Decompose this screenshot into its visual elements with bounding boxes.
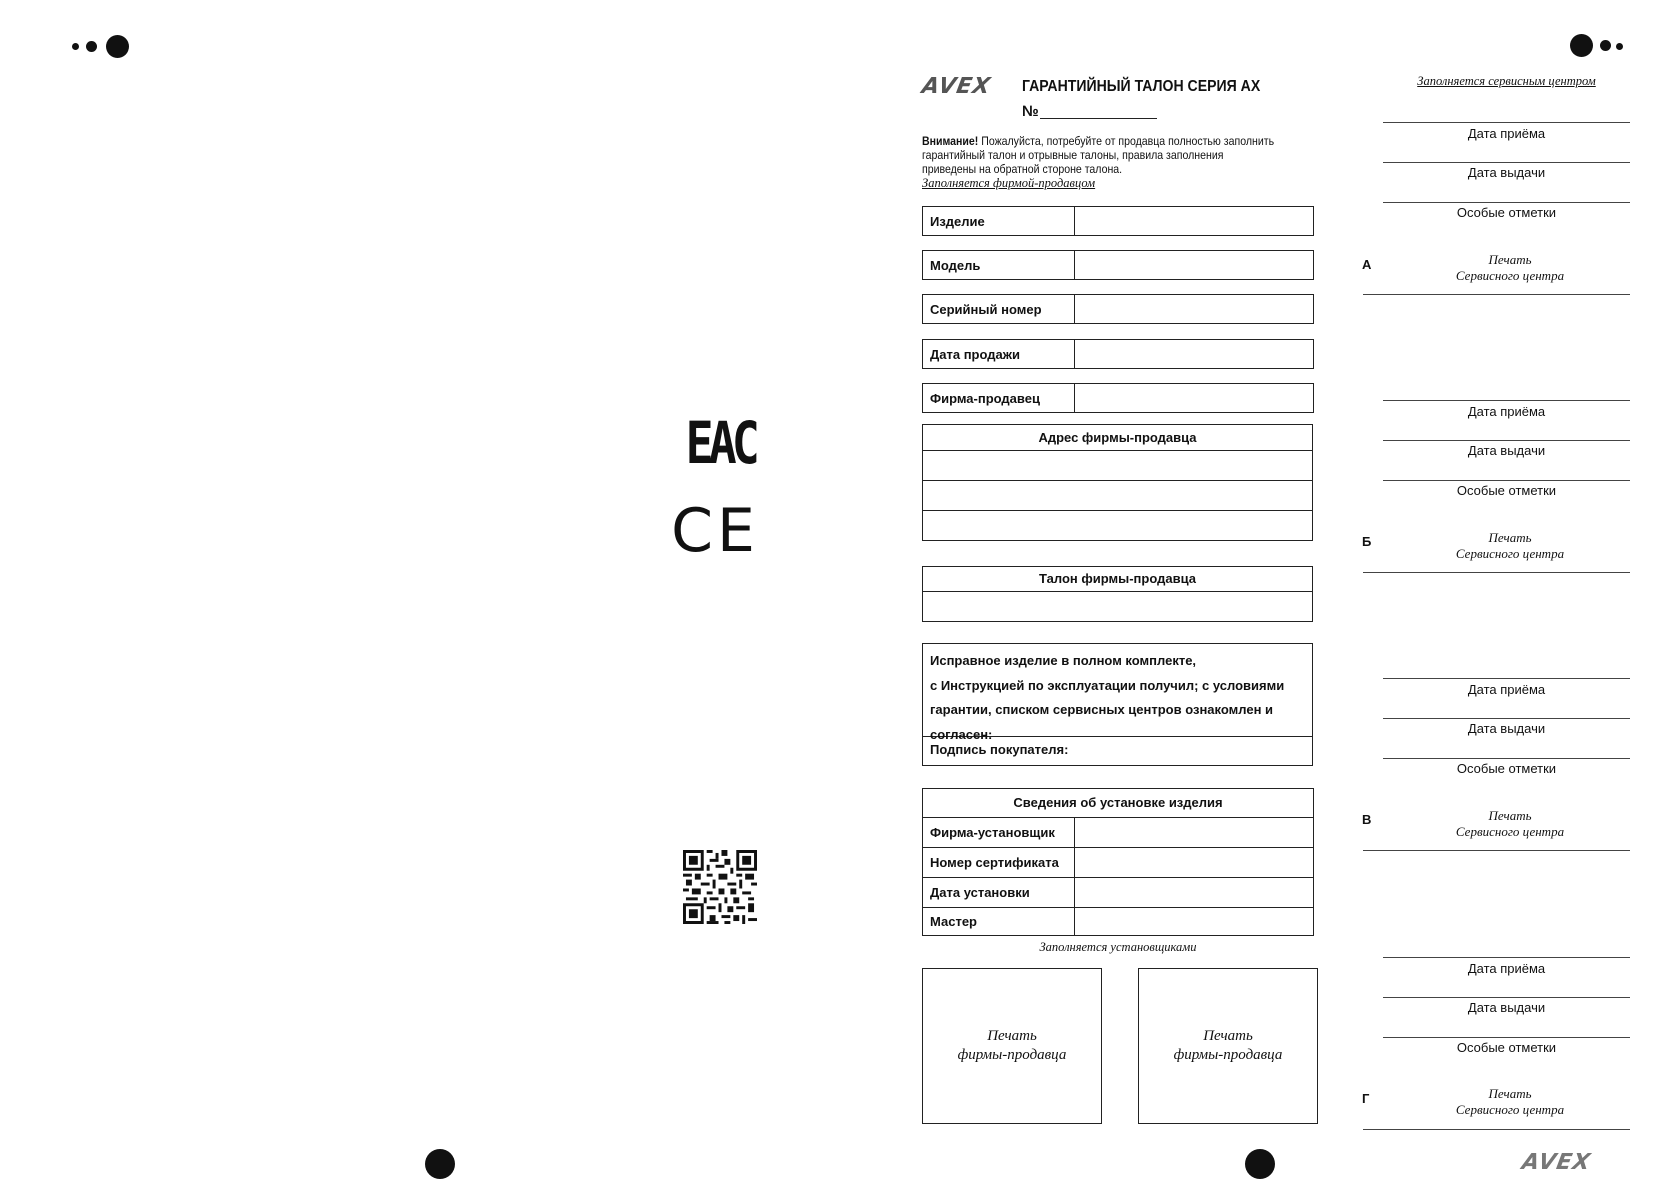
field-label: Модель <box>923 251 1075 279</box>
coupon-notes-label: Особые отметки <box>1456 1040 1557 1055</box>
coupon-stamp-line-2: Сервисного центра <box>1455 1102 1565 1117</box>
coupon-line <box>1383 957 1630 958</box>
bottom-dot-right <box>1245 1149 1275 1179</box>
field-sale-date <box>922 339 1314 369</box>
install-title: Сведения об установке изделия <box>923 789 1313 818</box>
corner-dot-medium <box>86 41 97 52</box>
coupon-line <box>1383 162 1630 163</box>
field-product <box>922 206 1314 236</box>
coupon-letter: В <box>1362 812 1372 827</box>
install-row <box>923 878 1313 908</box>
seller-stamp-box <box>922 968 1102 1124</box>
coupon-stamp-line-2: Сервисного центра <box>1455 546 1565 561</box>
coupon-separator <box>1363 294 1630 295</box>
address-line-input[interactable] <box>923 511 1312 539</box>
coupon-received-label: Дата приёма <box>1467 961 1546 976</box>
attention-text-1: Пожалуйста, потребуйте от продавца полностью заполнить <box>978 134 1275 148</box>
attention-bold: Внимание! <box>922 134 979 148</box>
coupon-line <box>1383 718 1630 719</box>
coupon-separator <box>1363 850 1630 851</box>
coupon-letter: Г <box>1362 1091 1370 1106</box>
field-value-input[interactable] <box>1075 251 1313 279</box>
qr-code <box>683 850 757 924</box>
install-row <box>923 818 1313 848</box>
service-fill-note: Заполняется сервисным центром <box>1417 74 1596 88</box>
field-model <box>922 250 1314 280</box>
attention-block <box>922 134 1300 176</box>
coupon-separator <box>1363 1129 1630 1130</box>
field-label: Фирма-продавец <box>923 384 1075 412</box>
stamp-line-2: фирмы-продавца <box>1173 1047 1283 1063</box>
seller-stamp-box <box>1138 968 1318 1124</box>
field-label: Серийный номер <box>923 295 1075 323</box>
coupon-line <box>1383 1037 1630 1038</box>
agreement-line-2: с Инструкцией по эксплуатации получил; с условиями <box>930 677 1285 693</box>
install-row <box>923 908 1313 936</box>
coupon-line <box>1383 480 1630 481</box>
coupon-letter: А <box>1362 257 1372 272</box>
field-seller <box>922 383 1314 413</box>
coupon-stamp-line-1: Печать <box>1488 252 1532 267</box>
attention-line-1 <box>922 134 1300 148</box>
stamp-line-1: Печать <box>987 1028 1037 1044</box>
coupon-issued-label: Дата выдачи <box>1467 443 1546 458</box>
coupon-stamp-line-1: Печать <box>1488 1086 1532 1101</box>
coupon-stamp-line-1: Печать <box>1488 530 1532 545</box>
install-label: Дата установки <box>923 878 1075 907</box>
buyer-signature-field[interactable]: Подпись покупателя: <box>930 742 1069 757</box>
coupon-notes-label: Особые отметки <box>1456 483 1557 498</box>
coupon-separator <box>1363 572 1630 573</box>
stamp-line-2: фирмы-продавца <box>957 1047 1067 1063</box>
coupon-stamp-line-1: Печать <box>1488 808 1532 823</box>
seller-address-table <box>922 424 1313 541</box>
install-value-input[interactable] <box>1075 878 1313 907</box>
number-sign: № <box>1022 103 1039 120</box>
field-value-input[interactable] <box>1075 384 1313 412</box>
coupon-line <box>1383 400 1630 401</box>
install-table <box>922 788 1314 936</box>
address-line-input[interactable] <box>923 481 1312 511</box>
install-value-input[interactable] <box>1075 818 1313 847</box>
install-value-input[interactable] <box>1075 848 1313 877</box>
attention-line-3: приведены на обратной стороне талона. <box>922 162 1123 176</box>
field-serial <box>922 294 1314 324</box>
coupon-issued-label: Дата выдачи <box>1467 721 1546 736</box>
field-label: Изделие <box>923 207 1075 235</box>
field-value-input[interactable] <box>1075 207 1313 235</box>
field-label: Дата продажи <box>923 340 1075 368</box>
installer-fill-note: Заполняется установщиками <box>1039 940 1197 954</box>
seller-coupon-table <box>922 566 1313 622</box>
ce-mark: CE <box>671 496 759 566</box>
attention-line-2: гарантийный талон и отрывные талоны, правила заполнения <box>922 148 1224 162</box>
coupon-letter: Б <box>1362 534 1372 549</box>
coupon-issued-label: Дата выдачи <box>1467 1000 1546 1015</box>
coupon-issued-label: Дата выдачи <box>1467 165 1546 180</box>
field-value-input[interactable] <box>1075 295 1313 323</box>
install-label: Мастер <box>923 908 1075 936</box>
coupon-line <box>1383 440 1630 441</box>
seller-coupon-input[interactable] <box>923 592 1312 620</box>
coupon-stamp-line-2: Сервисного центра <box>1455 268 1565 283</box>
coupon-line <box>1383 202 1630 203</box>
coupon-received-label: Дата приёма <box>1467 404 1546 419</box>
install-label: Номер сертификата <box>923 848 1075 877</box>
bottom-dot-left <box>425 1149 455 1179</box>
number-field[interactable] <box>1040 118 1157 119</box>
agreement-line-4: согласен: <box>930 726 993 742</box>
coupon-stamp-line-2: Сервисного центра <box>1455 824 1565 839</box>
install-value-input[interactable] <box>1075 908 1313 936</box>
corner-dot-small <box>1616 43 1623 50</box>
number-label <box>1022 103 1039 120</box>
corner-dot-small <box>72 43 79 50</box>
agreement-line-3: гарантии, списком сервисных центров ознакомлен и <box>930 702 1274 717</box>
corner-dot-large <box>1570 34 1593 57</box>
avex-logo: AVEX <box>919 74 993 99</box>
seller-fill-note: Заполняется фирмой-продавцом <box>922 176 1096 190</box>
stamp-line-1: Печать <box>1203 1028 1253 1044</box>
coupon-notes-label: Особые отметки <box>1456 761 1557 776</box>
field-value-input[interactable] <box>1075 340 1313 368</box>
corner-dot-large <box>106 35 129 58</box>
coupon-line <box>1383 997 1630 998</box>
address-line-input[interactable] <box>923 451 1312 481</box>
coupon-line <box>1383 678 1630 679</box>
coupon-line <box>1383 122 1630 123</box>
coupon-received-label: Дата приёма <box>1467 126 1546 141</box>
footer-avex-logo: AVEX <box>1519 1150 1593 1175</box>
eac-mark: EAC <box>685 409 756 477</box>
corner-dot-medium <box>1600 40 1611 51</box>
seller-address-title: Адрес фирмы-продавца <box>923 425 1312 451</box>
document-title: ГАРАНТИЙНЫЙ ТАЛОН СЕРИЯ АХ <box>1022 78 1261 95</box>
coupon-notes-label: Особые отметки <box>1456 205 1557 220</box>
coupon-received-label: Дата приёма <box>1467 682 1546 697</box>
agreement-line-1: Исправное изделие в полном комплекте, <box>930 653 1197 668</box>
install-label: Фирма-установщик <box>923 818 1075 847</box>
install-row <box>923 848 1313 878</box>
seller-coupon-title: Талон фирмы-продавца <box>923 567 1312 592</box>
agreement-box <box>922 643 1313 766</box>
coupon-line <box>1383 758 1630 759</box>
